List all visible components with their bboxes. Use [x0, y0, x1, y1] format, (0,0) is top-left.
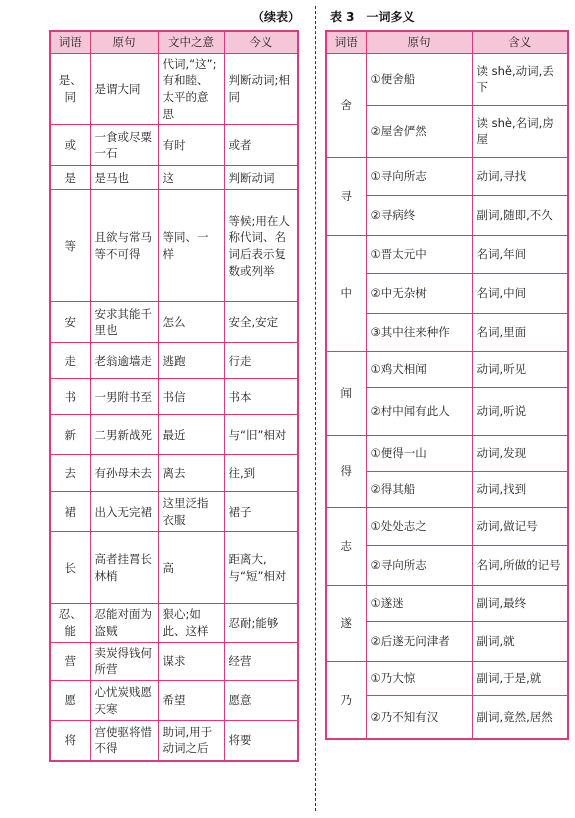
context-meaning-cell: 代词,“这”;有和睦、太平的意思	[158, 53, 224, 125]
sentence-cell: ②村中闻有此人	[366, 387, 472, 435]
meaning-cell: 名词,所做的记号	[472, 545, 568, 585]
modern-meaning-cell: 判断动词;相同	[224, 53, 298, 125]
word-cell: 裙	[50, 492, 90, 532]
header-cell: 原句	[90, 31, 158, 53]
modern-meaning-cell: 裙子	[224, 492, 298, 532]
context-meaning-cell: 狠心;如此、这样	[158, 604, 224, 642]
modern-meaning-cell: 愿意	[224, 681, 298, 721]
meaning-cell: 副词,就	[472, 621, 568, 661]
sentence-cell: 一男附书至	[90, 379, 158, 415]
meaning-cell: 名词,年间	[472, 235, 568, 273]
meaning-cell: 名词,里面	[472, 313, 568, 351]
modern-meaning-cell: 与“旧”相对	[224, 415, 298, 455]
sentence-cell: ②寻向所志	[366, 545, 472, 585]
table-row	[326, 435, 568, 471]
sentence-cell: 有孙母未去	[90, 455, 158, 492]
context-meaning-cell: 等同、一样	[158, 190, 224, 302]
meaning-cell: 读 shě,动词,丢下	[472, 53, 568, 105]
table-row	[50, 492, 298, 532]
table-row	[50, 125, 298, 166]
sentence-cell: 卖炭得钱何所营	[90, 642, 158, 680]
table-row	[50, 721, 298, 761]
modern-meaning-cell: 往,到	[224, 455, 298, 492]
context-meaning-cell: 有时	[158, 125, 224, 166]
table-row	[50, 302, 298, 343]
sentence-cell: ①便舍船	[366, 53, 472, 105]
word-cell: 乃	[326, 661, 366, 739]
sentence-cell: 一食或尽粟一石	[90, 125, 158, 166]
table-row	[326, 507, 568, 545]
context-meaning-cell: 离去	[158, 455, 224, 492]
modern-meaning-cell: 忍耐;能够	[224, 604, 298, 642]
sentence-cell: 二男新战死	[90, 415, 158, 455]
sentence-cell: ①乃大惊	[366, 661, 472, 695]
meaning-cell: 副词,于是,就	[472, 661, 568, 695]
modern-meaning-cell: 书本	[224, 379, 298, 415]
word-cell: 或	[50, 125, 90, 166]
sentence-cell: 忍能对面为盗贼	[90, 604, 158, 642]
word-cell: 闻	[326, 351, 366, 435]
sentence-cell: 是谓大同	[90, 53, 158, 125]
right-table-caption: 表 3 一词多义	[330, 10, 415, 24]
table-row	[50, 604, 298, 642]
sentence-cell: ②中无杂树	[366, 273, 472, 313]
table-row	[50, 379, 298, 415]
sentence-cell: 出入无完裙	[90, 492, 158, 532]
meaning-cell: 动词,做记号	[472, 507, 568, 545]
meaning-cell: 动词,听说	[472, 387, 568, 435]
word-cell: 得	[326, 435, 366, 507]
sentence-cell: ①鸡犬相闻	[366, 351, 472, 387]
meaning-cell: 动词,找到	[472, 471, 568, 507]
sentence-cell: ①晋太元中	[366, 235, 472, 273]
word-cell: 走	[50, 343, 90, 379]
header-cell: 词语	[326, 31, 366, 53]
sentence-cell: 高者挂罥长林梢	[90, 532, 158, 604]
modern-meaning-cell: 或者	[224, 125, 298, 166]
word-cell: 志	[326, 507, 366, 585]
word-cell: 将	[50, 721, 90, 761]
right-table-header-row	[326, 31, 568, 53]
table-row	[50, 415, 298, 455]
context-meaning-cell: 怎么	[158, 302, 224, 343]
left-table-caption: （续表）	[252, 10, 301, 24]
context-meaning-cell: 高	[158, 532, 224, 604]
sentence-cell: 且欲与常马等不可得	[90, 190, 158, 302]
sentence-cell: ①遂迷	[366, 585, 472, 621]
sentence-cell: 宫使驱将惜不得	[90, 721, 158, 761]
modern-meaning-cell: 等候;用在人称代词、名词后表示复数或列举	[224, 190, 298, 302]
table-row	[326, 351, 568, 387]
sentence-cell: ②寻病终	[366, 195, 472, 235]
table-row	[326, 157, 568, 195]
table-row	[326, 661, 568, 695]
meaning-cell: 副词,最终	[472, 585, 568, 621]
modern-meaning-cell: 距离大,与“短”相对	[224, 532, 298, 604]
meaning-cell: 动词,发现	[472, 435, 568, 471]
sentence-cell: 安求其能千里也	[90, 302, 158, 343]
table-row	[326, 235, 568, 273]
context-meaning-cell: 书信	[158, 379, 224, 415]
sentence-cell: ②屋舍俨然	[366, 105, 472, 157]
header-cell: 含义	[472, 31, 568, 53]
word-cell: 新	[50, 415, 90, 455]
sentence-cell: 心忧炭贱愿天寒	[90, 681, 158, 721]
left-vocabulary-table	[49, 30, 299, 762]
table-row	[50, 532, 298, 604]
table-row	[50, 455, 298, 492]
sentence-cell: ①寻向所志	[366, 157, 472, 195]
context-meaning-cell: 最近	[158, 415, 224, 455]
sentence-cell: ②得其船	[366, 471, 472, 507]
header-cell: 文中之意	[158, 31, 224, 53]
word-cell: 营	[50, 642, 90, 680]
table-row	[50, 53, 298, 125]
word-cell: 是	[50, 166, 90, 190]
context-meaning-cell: 谋求	[158, 642, 224, 680]
meaning-cell: 动词,寻找	[472, 157, 568, 195]
header-cell: 词语	[50, 31, 90, 53]
sentence-cell: ①处处志之	[366, 507, 472, 545]
table-row	[50, 642, 298, 680]
word-cell: 忍、能	[50, 604, 90, 642]
column-divider	[315, 6, 316, 811]
context-meaning-cell: 助词,用于动词之后	[158, 721, 224, 761]
context-meaning-cell: 这里泛指衣服	[158, 492, 224, 532]
word-cell: 安	[50, 302, 90, 343]
right-polysemy-table	[325, 30, 569, 740]
modern-meaning-cell: 经营	[224, 642, 298, 680]
header-cell: 今义	[224, 31, 298, 53]
sentence-cell: 老翁逾墙走	[90, 343, 158, 379]
header-cell: 原句	[366, 31, 472, 53]
table-row	[50, 343, 298, 379]
modern-meaning-cell: 行走	[224, 343, 298, 379]
word-cell: 去	[50, 455, 90, 492]
meaning-cell: 名词,中间	[472, 273, 568, 313]
meaning-cell: 副词,随即,不久	[472, 195, 568, 235]
left-table-header-row	[50, 31, 298, 53]
sentence-cell: ①便得一山	[366, 435, 472, 471]
modern-meaning-cell: 判断动词	[224, 166, 298, 190]
sentence-cell: ②后遂无问津者	[366, 621, 472, 661]
table-row	[50, 681, 298, 721]
word-cell: 舍	[326, 53, 366, 157]
table-row	[326, 53, 568, 105]
word-cell: 寻	[326, 157, 366, 235]
sentence-cell: ②乃不知有汉	[366, 695, 472, 739]
meaning-cell: 副词,竟然,居然	[472, 695, 568, 739]
word-cell: 等	[50, 190, 90, 302]
word-cell: 中	[326, 235, 366, 351]
word-cell: 书	[50, 379, 90, 415]
context-meaning-cell: 这	[158, 166, 224, 190]
meaning-cell: 动词,听见	[472, 351, 568, 387]
word-cell: 长	[50, 532, 90, 604]
modern-meaning-cell: 将要	[224, 721, 298, 761]
sentence-cell: ③其中往来种作	[366, 313, 472, 351]
table-row	[326, 585, 568, 621]
table-row	[50, 166, 298, 190]
word-cell: 遂	[326, 585, 366, 661]
context-meaning-cell: 逃跑	[158, 343, 224, 379]
table-row	[50, 190, 298, 302]
word-cell: 是、同	[50, 53, 90, 125]
word-cell: 愿	[50, 681, 90, 721]
meaning-cell: 读 shè,名词,房屋	[472, 105, 568, 157]
context-meaning-cell: 希望	[158, 681, 224, 721]
modern-meaning-cell: 安全,安定	[224, 302, 298, 343]
sentence-cell: 是马也	[90, 166, 158, 190]
